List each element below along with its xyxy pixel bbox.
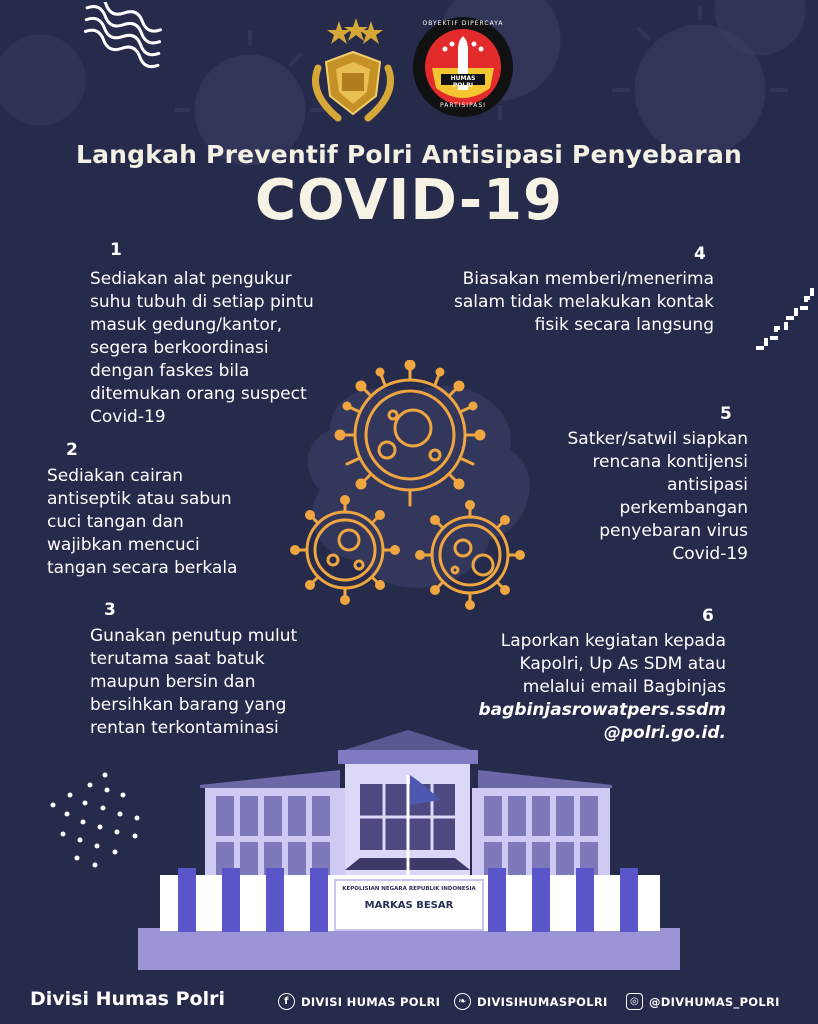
- step-1-line: dengan faskes bila: [90, 361, 250, 381]
- virus-illustration-icon: [285, 360, 535, 610]
- step-6-line: Kapolri, Up As SDM atau: [519, 654, 726, 674]
- step-5-number: 5: [720, 404, 732, 424]
- step-5-line: perkembangan: [619, 498, 748, 518]
- step-1-line: segera berkoordinasi: [90, 338, 269, 358]
- instagram-icon: ◎: [626, 993, 643, 1010]
- step-5-line: antisipasi: [667, 475, 748, 495]
- facebook-link[interactable]: [278, 993, 440, 1010]
- footer-brand: Divisi Humas Polri: [30, 988, 225, 1010]
- step-1-line: Sediakan alat pengukur: [90, 269, 292, 289]
- step-3-text: [90, 625, 297, 740]
- step-4-line: fisik secara langsung: [534, 315, 714, 335]
- step-2-line: cuci tangan dan: [47, 512, 184, 532]
- instagram-link[interactable]: [626, 993, 780, 1010]
- step-6-email: bagbinjasrowatpers.ssdm: [478, 700, 726, 720]
- step-5-line: rencana kontijensi: [592, 452, 748, 472]
- twitter-icon: ❧: [454, 993, 471, 1010]
- step-3-line: maupun bersin dan: [90, 672, 256, 692]
- humas-badge-center-text: HUMAS POLRI: [450, 75, 476, 89]
- step-5-line: Satker/satwil siapkan: [567, 429, 748, 449]
- step-1-line: ditemukan orang suspect: [90, 384, 307, 404]
- step-2-line: tangan secara berkala: [47, 558, 238, 578]
- step-5-line: penyebaran virus: [599, 521, 748, 541]
- step-6-text: [479, 630, 726, 745]
- step-1-line: masuk gedung/kantor,: [90, 315, 283, 335]
- step-4-number: 4: [694, 244, 706, 264]
- step-3-line: rentan terkontaminasi: [90, 718, 279, 738]
- step-1-number: 1: [110, 240, 122, 260]
- step-3-line: Gunakan penutup mulut: [90, 626, 298, 646]
- step-6-line: Laporkan kegiatan kepada: [500, 631, 726, 651]
- building-sign-title: MARKAS BESAR: [364, 900, 454, 911]
- page-subtitle: Langkah Preventif Polri Antisipasi Penyebaran: [75, 140, 743, 169]
- step-2-text: [47, 465, 237, 580]
- building-sign-subtitle: KEPOLISIAN NEGARA REPUBLIK INDONESIA: [342, 886, 476, 892]
- step-2-line: antiseptik atau sabun: [47, 489, 232, 509]
- step-1-line: suhu tubuh di setiap pintu: [90, 292, 314, 312]
- step-2-line: Sediakan cairan: [47, 466, 183, 486]
- step-3-line: bersihkan barang yang: [90, 695, 287, 715]
- step-1-line: Covid-19: [90, 407, 166, 427]
- step-4-line: salam tidak melakukan kontak: [454, 292, 714, 312]
- humas-badge-top-text: OBYEKTIF DIPERCAYA: [422, 20, 504, 27]
- step-4-line: Biasakan memberi/menerima: [462, 269, 714, 289]
- step-2-line: wajibkan mencuci: [47, 535, 200, 555]
- step-3-number: 3: [104, 600, 116, 620]
- page-title: COVID-19: [254, 168, 564, 233]
- wave-decoration: [75, 2, 165, 72]
- facebook-handle: DIVISI HUMAS POLRI: [301, 994, 441, 1009]
- zigzag-decoration: [748, 282, 816, 354]
- step-3-line: terutama saat batuk: [90, 649, 265, 669]
- step-5-line: Covid-19: [672, 544, 748, 564]
- polri-emblem-icon: [298, 18, 408, 124]
- step-6-number: 6: [702, 606, 714, 626]
- twitter-link[interactable]: [454, 993, 608, 1010]
- headquarters-building-illustration: [0, 730, 818, 980]
- step-6-email: @polri.go.id.: [603, 723, 726, 743]
- humas-badge-bottom-text: PARTISIPASI: [439, 102, 486, 109]
- facebook-icon: f: [278, 993, 295, 1010]
- step-5-text: [567, 428, 748, 566]
- step-4-text: [454, 268, 714, 337]
- instagram-handle: @DIVHUMAS_POLRI: [649, 994, 780, 1009]
- step-1-text: [90, 268, 314, 429]
- twitter-handle: DIVISIHUMASPOLRI: [477, 994, 608, 1009]
- step-6-line: melalui email Bagbinjas: [522, 677, 726, 697]
- step-2-number: 2: [66, 440, 78, 460]
